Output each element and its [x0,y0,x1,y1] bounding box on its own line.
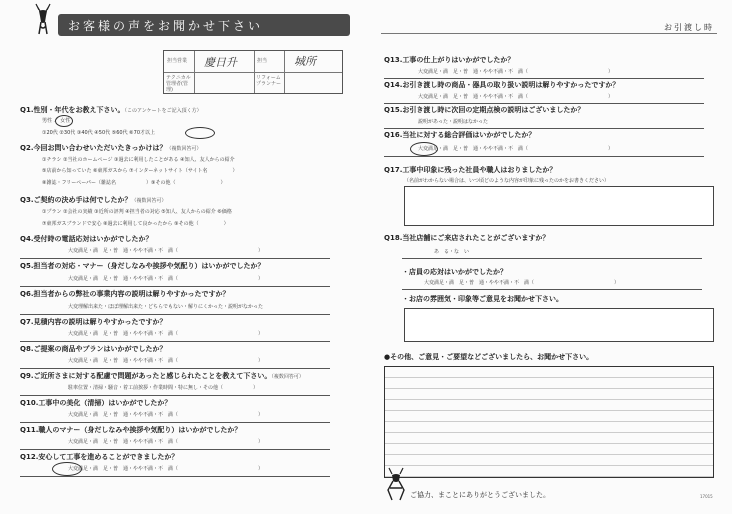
q14-scale[interactable]: 大変満足・満 足・普 通・やや不満・不 満（ ） [418,94,614,100]
question-8: Q8.ご提案の商品やプランはいかがでしたか？ [20,345,167,353]
q3-options-2[interactable]: ⑦東邦ガスブランドで安心 ⑧過去に利用して良かったから ⑨その他（ ） [42,221,229,227]
q12-scale[interactable]: 大変満足・満 足・普 通・やや不満・不 満（ ） [68,466,264,472]
question-10: Q10.工事中の美化（清掃）はいかがでしたか？ [20,399,172,407]
q1-gender[interactable]: 男性 ／ 女性 [42,118,71,124]
q16-scale[interactable]: 大変満足・満 足・普 通・やや不満・不 満（ ） [418,146,614,152]
banner-title: お客様の声をお聞かせ下さい [68,19,264,33]
q18-yesno[interactable]: あ る・な い [434,249,470,255]
question-18: Q18.当社店舗にご来店されたことがございますか？ [384,234,550,242]
q7-scale[interactable]: 大変満足・満 足・普 通・やや不満・不 満（ ） [68,331,264,337]
question-15: Q15.お引き渡し時に次回の定期点検の説明はございましたか？ [384,106,585,114]
q6-scale[interactable]: 大変理解出来た・ほぼ理解出来た・どちらでもない・解りにくかった・説明がなかった [68,304,263,310]
store-staff-question: ・店員の応対はいかがでしたか？ [402,268,507,276]
title-banner [58,14,350,36]
deer-illustration-icon [384,466,408,502]
label-tech: テクニカル管理者(管理) [166,75,191,93]
q1-ages[interactable]: ①20代 ②30代 ③40代 ④50代 ⑤60代 ⑥70才以上 [42,130,156,136]
question-12: Q12.安心して工事を進めることができましたか？ [20,453,179,461]
signature-sales: 慶日升 [204,56,237,69]
q11-scale[interactable]: 大変満足・満 足・普 通・やや不満・不 満（ ） [68,439,264,445]
label-staff: 担当 [257,58,268,64]
q8-scale[interactable]: 大変満足・満 足・普 通・やや不満・不 満（ ） [68,358,264,364]
label-reform-planner: リフォームプランナー [256,75,282,87]
q10-scale[interactable]: 大変満足・満 足・普 通・やや不満・不 満（ ） [68,412,264,418]
question-11: Q11.職人のマナー（身だしなみや挨拶や気配り）はいかがでしたか？ [20,426,242,434]
question-6: Q6.担当者からの弊社の事業内容の説明は解りやすかったですか？ [20,290,230,298]
deer-logo-icon [30,2,56,36]
question-7: Q7.見積内容の説明は解りやすかったですか？ [20,318,167,326]
signature-staff: 城所 [294,55,316,68]
page-code: 17015 [700,494,713,499]
q4-scale[interactable]: 大変満足・満 足・普 通・やや不満・不 満（ ） [68,248,264,254]
question-4: Q4.受付時の電話応対はいかがでしたか？ [20,235,153,243]
q2-options-3[interactable]: ⑧雑誌・フリーペーパー（雑誌名 ）⑨その他（ ） [42,180,226,186]
question-9: Q9.ご近所さまに対する配慮で問題があったと感じられたことを教えて下さい。（複数回答可） [20,372,304,380]
q17-note: （名前がわからない場合は、いつ頃どのような内容が印象に残ったのかをお書きください） [404,178,610,184]
q5-scale[interactable]: 大変満足・満 足・普 通・やや不満・不 満（ ） [68,276,264,282]
q2-options-2[interactable]: ⑤店前から知っていた ⑥東邦ガスから ⑦インターネットサイト（サイト名 ） [42,168,238,174]
q17-answer-box[interactable] [404,186,714,226]
question-3: Q3.ご契約の決め手は何でしたか？（複数回答可） [20,196,167,204]
question-1: Q1.性別・年代をお教え下さい。（このアンケートをご記入頂く方） [20,106,202,114]
header-right: お引渡し時 [664,23,714,32]
right-page [366,0,732,514]
question-16: Q16.当社に対する総合評価はいかがでしたか？ [384,131,536,139]
q13-scale[interactable]: 大変満足・満 足・普 通・やや不満・不 満（ ） [418,69,614,75]
question-2: Q2.今回お問い合わせいただいたきっかけは？（複数回答可） [20,144,202,152]
store-staff-scale[interactable]: 大変満足・満 足・普 通・やや不満・不 満（ ） [424,280,620,286]
question-5: Q5.担当者の対応・マナー（身だしなみや挨拶や気配り）はいかがでしたか？ [20,262,265,270]
question-13: Q13.工事の仕上がりはいかがでしたか？ [384,56,515,64]
q2-options-1[interactable]: ①チラシ ②当社のホームページ ③過去に利用したことがある ④知人、友人からの紹介 [42,157,235,163]
staff-table [163,50,343,94]
other-comments-question: ●その他、ご意見・ご要望などございましたら、お聞かせ下さい。 [384,353,594,361]
other-comments-box[interactable] [384,366,714,478]
store-atmosphere-box[interactable] [404,308,714,342]
question-14: Q14.お引き渡し時の商品・器具の取り扱い説明は解りやすかったですか？ [384,81,620,89]
q9-options[interactable]: 駐車位置・清掃・騒音・着工前挨拶・作業時間・特に無し・その他（ ） [68,385,259,391]
q15-scale[interactable]: 説明があった・説明はなかった [418,119,488,125]
store-atmosphere-question: ・お店の雰囲気・印象等ご意見をお聞かせ下さい。 [402,295,563,303]
question-17: Q17.工事中印象に残った社員や職人はおりましたか？ [384,166,557,174]
label-sales: 担当営業 [167,58,188,64]
q3-options-1[interactable]: ①プラン ②会社の実績 ③近所の評判 ④担当者の対応 ⑤知人、友人からの紹介 ⑥価格 [42,209,232,215]
thanks-message: ご協力、まことにありがとうございました。 [410,491,550,499]
